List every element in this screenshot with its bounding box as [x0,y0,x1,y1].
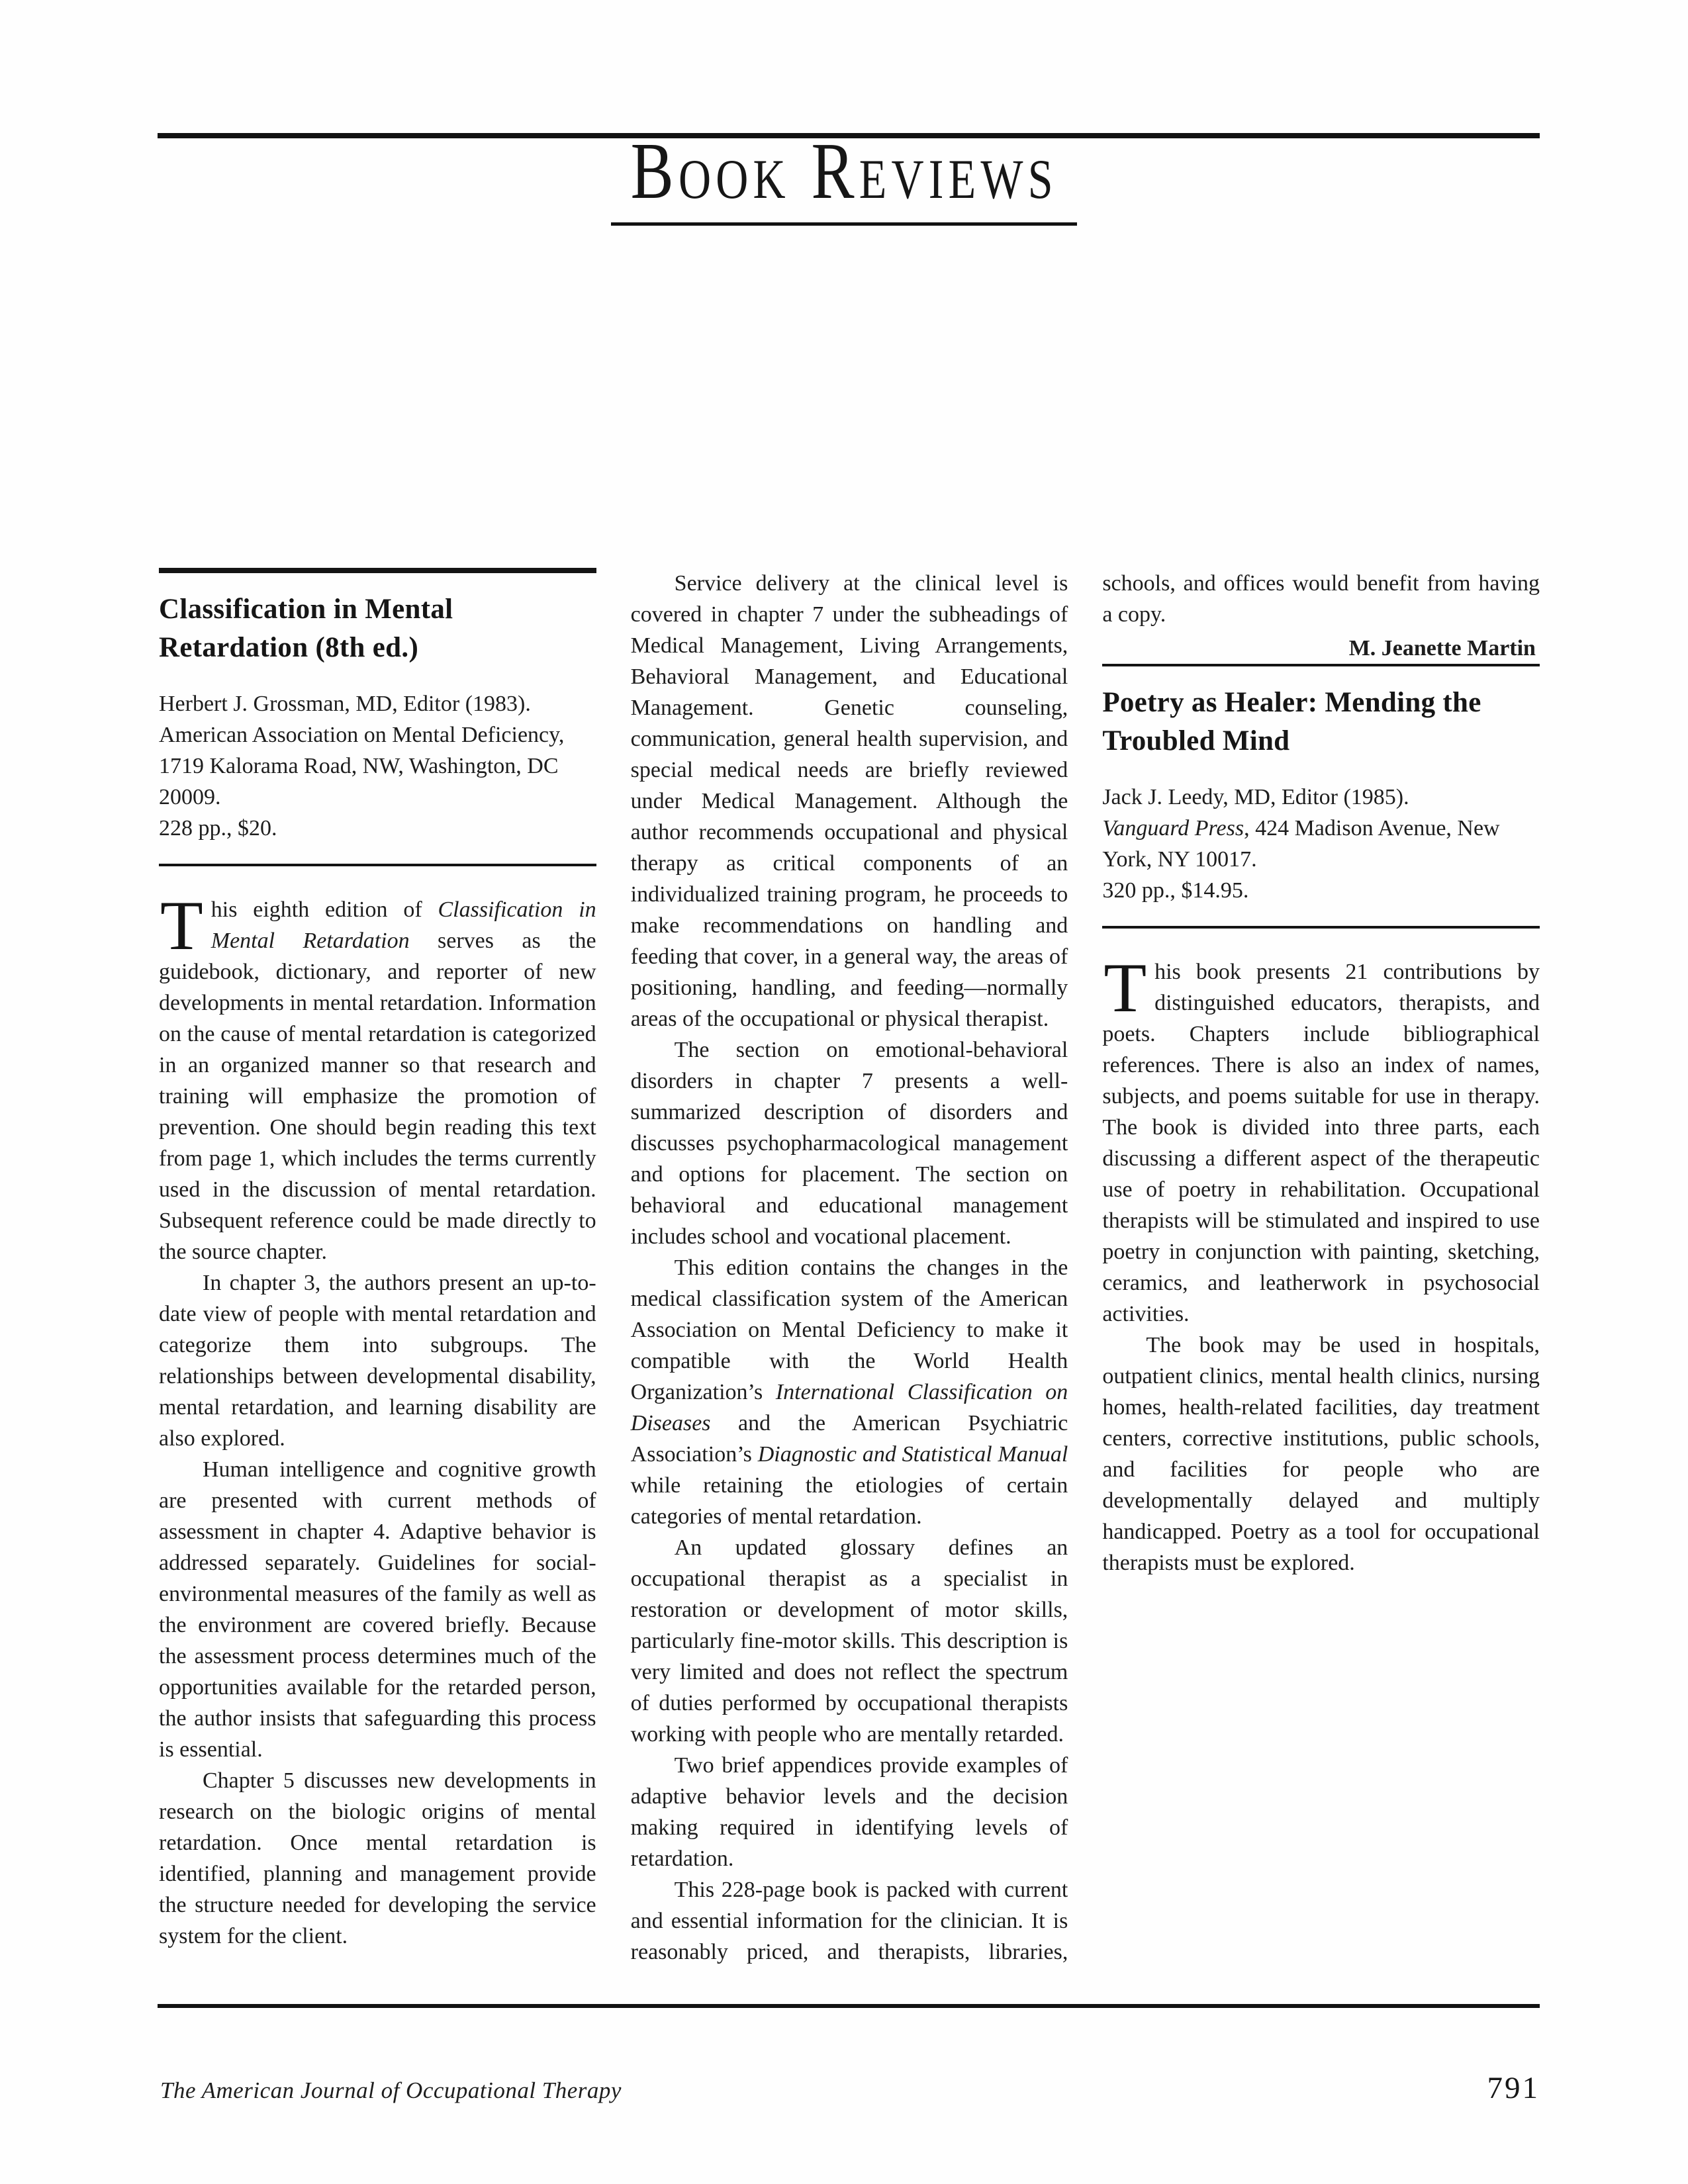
citation-line [159,813,595,844]
text-run: 228 pp., $20. [159,816,277,841]
text-run: serves as the guidebook, dictionary, and reporter of new developments in mental retardation. Information on the cause of mental retardation is categorized in an organized manner so that research and training will emphasize the promotion of prevention. One should begin reading this text from page 1, which includes the terms currently used in the discussion of mental retardation. Subsequent reference could be made directly to the source chapter. [159,929,596,1264]
text-run: Two brief appendices provide examples of adaptive behavior levels and the decision making required in identifying levels of retardation. [630,1753,1068,1871]
italic-text: Vanguard Press [1102,816,1244,841]
paragraph [159,1454,596,1765]
italic-text: International Classification on Diseases [630,1380,1068,1435]
text-run: American Association on Mental Deficiency, 1719 Kalorama Road, NW, Washington, DC 20009. [159,723,565,809]
review-poetry-as-healer [1102,664,1540,1578]
review-2-citation [1102,782,1538,906]
paragraph [159,887,596,1267]
page-title [0,126,1688,216]
paragraph [159,1765,596,1952]
page-footer [160,2070,1540,2106]
drop-cap: T [1103,949,1147,1026]
paragraph [1102,949,1540,1330]
title-underline [611,222,1077,226]
review-2-body [1102,949,1540,1578]
paragraph [1102,1330,1540,1578]
text-run: while retaining the etiologies of certain categories of mental retardation. [630,1473,1068,1529]
paragraph [631,1750,1068,1874]
paragraph [631,1532,1068,1750]
citation-line [159,688,595,719]
citation-line [1102,875,1538,906]
text-run: and the American Psychiatric Association’s [630,1411,1068,1467]
page-title-text: Book Reviews [630,126,1058,216]
article-columns [159,568,1540,1991]
text-run: his eighth edition of [211,897,438,922]
text-run: The section on emotional-behavioral disorders in chapter 7 presents a well-summarized description of disorders and discusses psychopharmacological management and options for placement. The section on behavioral and educational management includes school and vocational placement. [630,1038,1068,1249]
paragraph [159,1267,596,1454]
review-1-reviewer-signature: M. Jeanette Martin [1348,636,1536,660]
paragraph [631,1034,1068,1252]
bottom-rule [158,2004,1540,2008]
review-1-header [159,568,596,866]
text-run: Chapter 5 discusses new developments in research on the biologic origins of mental retardation. Once mental retardation is identified, planning and management provide the structure needed for developing the service system for the client. [159,1768,596,1948]
citation-line [1102,813,1538,875]
text-run: The book may be used in hospitals, outpatient clinics, mental health clinics, nursing homes, health-related facilities, day treatment centers, corrective institutions, public schools, and facilities for people who are developmentally delayed and multiply handicapped. Poetry as a tool for occupational therapists must be explored. [1102,1333,1540,1575]
text-run: his book presents 21 contributions by distinguished educators, therapists, and poets. Chapters include bibliographical references. There is also an index of names, subjects, and poems suitable for use in therapy. The book is divided into three parts, each discussing a different aspect of the therapeutic use of poetry in rehabilitation. Occupational therapists will be stimulated and inspired to use poetry in conjunction with painting, sketching, ceramics, and leatherwork in psychosocial activities. [1102,960,1540,1326]
journal-name: The American Journal of Occupational Therapy [160,2077,622,2103]
review-1-title: Classification in Mental Retardation (8th ed.) [159,594,453,663]
italic-text: Diagnostic and Statistical Manual [757,1442,1068,1467]
italic-text: Classification in Mental Retardation [211,897,596,953]
text-run: This edition contains the changes in the medical classification system of the American Association on Mental Deficiency to make it compatible with the World Health Organization’s [630,1255,1068,1404]
text-run: Human intelligence and cognitive growth are presented with current methods of assessment in chapter 4. Adaptive behavior is addressed separately. Guidelines for social-environmental measures of the family as well as the environment are covered briefly. Because the assessment process determines much of the opportunities available for the retarded person, the author insists that safeguarding this process is essential. [159,1457,596,1762]
paragraph [631,1252,1068,1532]
citation-line [1102,782,1538,813]
citation-line [159,719,595,813]
text-run: Service delivery at the clinical level is covered in chapter 7 under the subheadings of Medical Management, Living Arrangements, Behavioral Management, and Educational Management. Genetic counseling, communication, general health supervision, and special medical needs are briefly reviewed under Medical Management. Although the author recommends occupational and physical therapy as critical components of an individualized training program, he proceeds to make recommendations on handling and feeding that cover, in a general way, the areas of positioning, handling, and feeding—normally areas of the occupational or physical therapist. [630,571,1068,1031]
review-2-title: Poetry as Healer: Mending the Troubled Mind [1102,687,1481,756]
text-run: This 228-page book is packed with current and essential information for the clinician. It is reasonably priced, and therapists, libraries, schools, and offices would benefit from having a copy. [630,571,1540,1964]
text-run: An updated glossary defines an occupational therapist as a specialist in restoration or development of motor skills, particularly fine-motor skills. This description is very limited and does not reflect the spectrum of duties performed by occupational therapists working with people who are mentally retarded. [630,1535,1068,1747]
paragraph [631,568,1068,1034]
text-run: 320 pp., $14.95. [1102,878,1249,903]
text-run: Jack J. Leedy, MD, Editor (1985). [1102,785,1409,809]
drop-cap: T [160,887,203,964]
text-run: In chapter 3, the authors present an up-to-date view of people with mental retardation and categorize them into subgroups. The relationships between developmental disability, mental retardation, and learning disability are also explored. [159,1271,596,1451]
text-run: , 424 Madison Avenue, New York, NY 10017. [1102,816,1500,872]
page-number: 791 [1487,2071,1540,2105]
review-2-header [1102,664,1540,929]
review-1-citation [159,688,595,844]
text-run: Herbert J. Grossman, MD, Editor (1983). [159,692,531,716]
